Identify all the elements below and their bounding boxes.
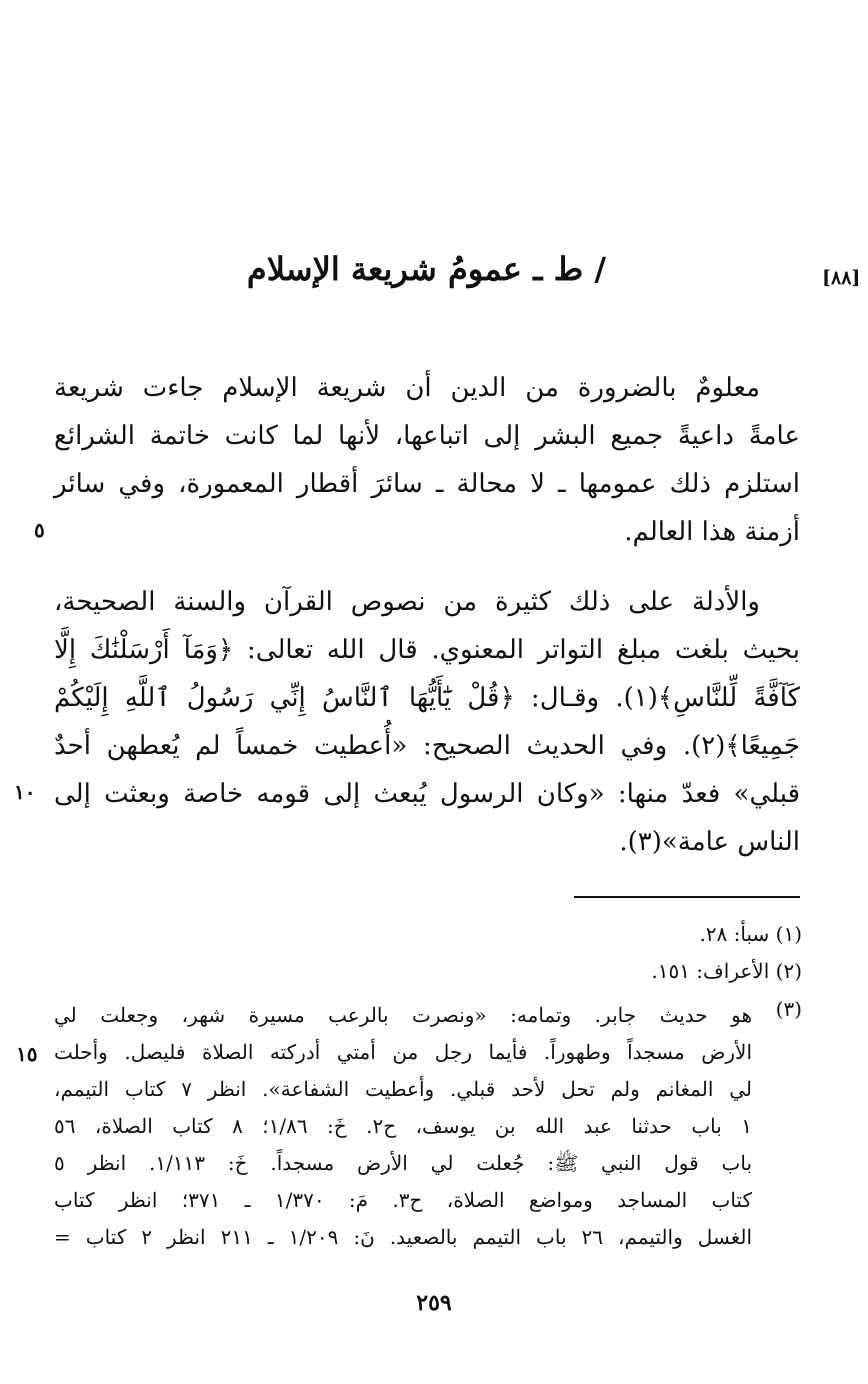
line-number: ٥ <box>34 518 45 542</box>
text-line: استلزم ذلك عمومها ـ لا محالة ـ سائرَ أقطار المعمورة، وفي سائر <box>54 469 800 499</box>
footnote-mark: (٣) <box>775 997 802 1021</box>
footnote-3-line: باب قول النبي ﷺ: جُعلت لي الأرض مسجداً. خَ: ١/١١٣. انظر ٥ <box>54 1151 753 1175</box>
line-number: ١٥ <box>16 1042 38 1066</box>
footnote-text: سبأ: ٢٨. <box>699 922 770 946</box>
text-line: جَمِيعًا﴾(٢). وفي الحديث الصحيح: «أُعطيت خمساً لم يُعطهن أحدٌ <box>54 731 800 761</box>
footnote-mark: (١) <box>775 922 802 946</box>
footnote-text: الأعراف: ١٥١. <box>651 959 770 983</box>
footnote-1 <box>54 916 802 953</box>
text-line: والأدلة على ذلك كثيرة من نصوص القرآن والسنة الصحيحة، <box>54 587 760 617</box>
footnote-3-line: هو حديث جابر. وتمامه: «ونصرت بالرعب مسيرة شهر، وجعلت لي <box>54 1003 752 1027</box>
text-line: كَآفَّةً لِّلنَّاسِ﴾(١). وقـال: ﴿قُلْ يَٰٓأَيُّهَا ٱلنَّاسُ إِنِّي رَسُولُ ٱللَّهِ إِلَيْكُمْ <box>54 683 800 713</box>
text-line: عامةً داعيةً جميع البشر إلى اتباعها، لأنها لما كانت خاتمة الشرائع <box>54 421 800 451</box>
text-line: الناس عامة»(٣). <box>619 827 800 857</box>
footnote-3-line: الأرض مسجداً وطهوراً. فأيما رجل من أمتي أدركته الصلاة فليصل. وأحلت <box>54 1040 752 1064</box>
footnote-3-line: ١ باب حدثنا عبد الله بن يوسف، ح٢. خَ: ١/٨٦؛ ٨ كتاب الصلاة، ٥٦ <box>54 1114 752 1138</box>
footnote-3-line: لي المغانم ولم تحل لأحد قبلي. وأعطيت الشفاعة». انظر ٧ كتاب التيمم، <box>54 1077 752 1101</box>
section-heading: / ط ـ عمومُ شريعة الإسلام <box>246 250 606 288</box>
page-reference: [٨٨] <box>822 267 861 289</box>
text-line: معلومٌ بالضرورة من الدين أن شريعة الإسلام جاءت شريعة <box>54 373 760 403</box>
footnote-divider <box>574 896 800 898</box>
text-line: قبلي» فعدّ منها: «وكان الرسول يُبعث إلى قومه خاصة وبعثت إلى <box>54 779 800 809</box>
text-line: بحيث بلغت مبلغ التواتر المعنوي. قال الله تعالى: ﴿وَمَآ أَرْسَلْنَٰكَ إِلَّا <box>54 635 800 665</box>
page-number: ٢٥٩ <box>416 1290 452 1316</box>
text-line: أزمنة هذا العالم. <box>624 517 800 547</box>
line-number: ١٠ <box>14 780 36 804</box>
footnote-3-line: الغسل والتيمم، ٢٦ باب التيمم بالصعيد. نَ: ١/٢٠٩ ـ ٢١١ انظر ٢ كتاب = <box>54 1225 753 1249</box>
footnote-2 <box>54 953 802 990</box>
footnote-3-line: كتاب المساجد ومواضع الصلاة، ح٣. مَ: ١/٣٧٠ ـ ٣٧١؛ انظر كتاب <box>54 1188 752 1212</box>
footnote-mark: (٢) <box>775 959 802 983</box>
